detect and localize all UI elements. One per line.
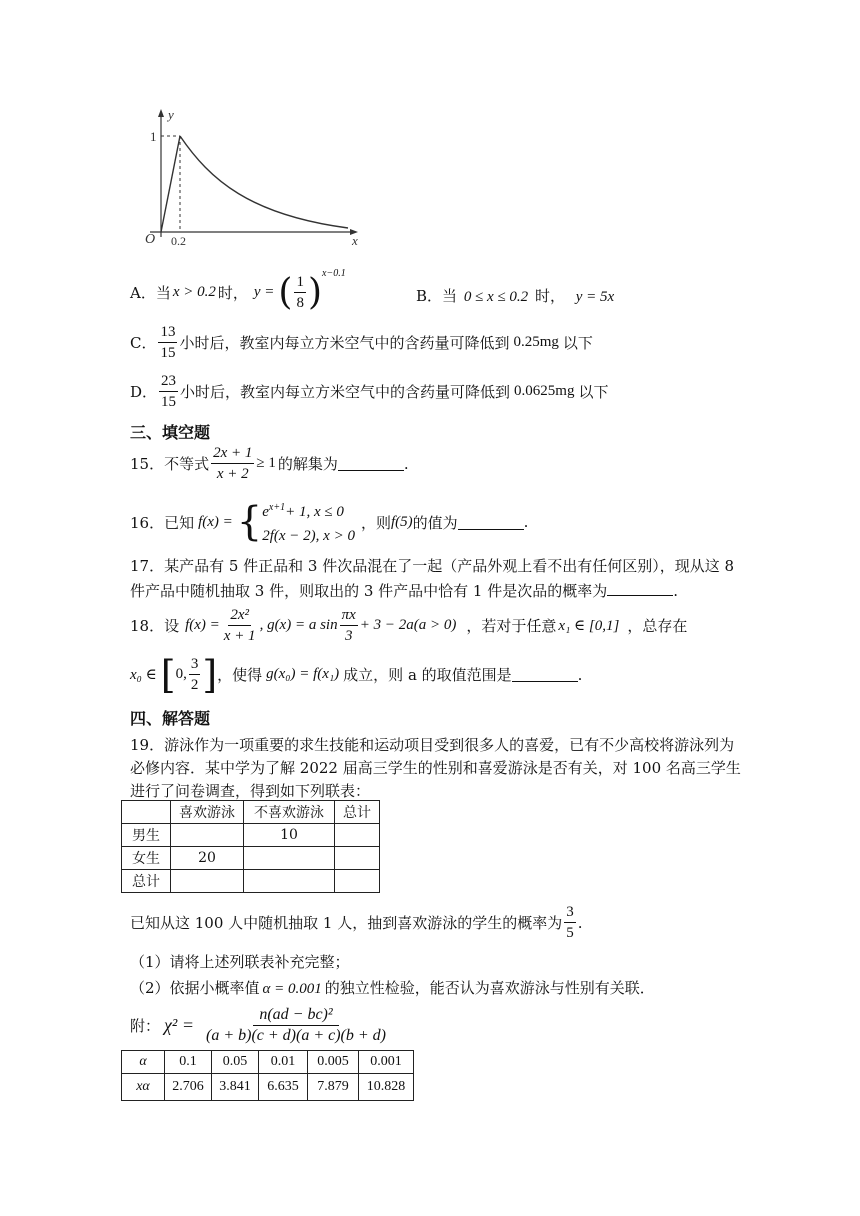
q18-interval-fraction: $\frac{3}{2}$: [190, 656, 199, 693]
table-cell: 20: [171, 847, 244, 870]
question-15: 15．不等式 $\frac{2x + 1}{x + 2}$ ≥ 1 的解集为 .: [130, 445, 409, 482]
question-18-line-1: 18．设 f(x) = $\frac{\text{2x²}}{x + 1}$ , g(x) = a sin $\frac{\pi x}{3}$ + 3 − 2a(a > 0) ，若对于任意 x₁ ∈ [0,1] ，总存在: [130, 607, 688, 644]
critical-value-table: [121, 1050, 414, 1101]
q19-known-fraction: $\frac{3}{5}$: [566, 904, 574, 941]
table-cell[interactable]: [244, 870, 335, 893]
q19-paragraph-2: 必修内容．某中学为了解 2022 届高三学生的性别和喜爱游泳是否有关，对 100 名高三学生: [130, 759, 741, 777]
q18-g-fraction: $\frac{\pi x}{3}$: [341, 607, 356, 644]
table-cell: 0.001: [359, 1051, 414, 1074]
question-18-line-2: x₀ ∈ [ 0, $\frac{3}{2}$ ] ，使得 g(x₀) = f(x₁) 成立，则 a 的取值范围是 .: [130, 652, 583, 697]
option-a-cond: x > 0.2: [172, 284, 216, 300]
option-a: A．当 x > 0.2 时， y = ( $\frac{1}{8}$ ) x−0.1: [130, 268, 346, 313]
q19-paragraph-1: 19．游泳作为一项重要的求生技能和运动项目受到很多人的喜爱，已有不少高校将游泳列为: [130, 736, 735, 754]
table-cell: 0.005: [308, 1051, 359, 1074]
table-header-row: [122, 801, 380, 824]
option-a-exponent: x−0.1: [322, 268, 346, 279]
table-row: [122, 824, 380, 847]
rising-segment: [161, 136, 180, 232]
table-cell: 6.635: [259, 1074, 308, 1101]
origin-label: O: [145, 232, 156, 247]
table-cell: 10: [244, 824, 335, 847]
q19-sub-2: （2）依据小概率值 α = 0.001 的独立性检验，能否认为喜欢游泳与性别有关联．: [130, 979, 655, 997]
table-cell: 女生: [122, 847, 171, 870]
table-header-cell: 总计: [335, 801, 380, 824]
table-cell: 男生: [122, 824, 171, 847]
section-4-title: 四、解答题: [130, 709, 211, 728]
table-cell: 0.1: [165, 1051, 212, 1074]
question-16: 16．已知 f(x) = { $e^{x+1}+ 1$, x ≤ 0 2f(x − 2), x > 0 ，则 f(5) 的值为 .: [130, 496, 528, 548]
chi-square-formula: 附： χ² = $\frac{\text{n(ad − bc)²}}{(a + b)(c + d)(a + c)(b + d)}$: [130, 1005, 394, 1046]
table-cell: α: [122, 1051, 165, 1074]
y-tick-label: 1: [150, 129, 157, 144]
q16-answer-blank[interactable]: [458, 515, 524, 530]
q16-cases: [262, 496, 355, 548]
option-c-fraction: $\frac{13}{15}$: [160, 324, 176, 361]
table-header-cell: 不喜欢游泳: [244, 801, 335, 824]
question-17-line-2: 件产品中随机抽取 3 件，则取出的 3 件产品中恰有 1 件是次品的概率为 .: [130, 582, 679, 600]
table-row: [122, 1074, 414, 1101]
q16-case-2: 2f(x − 2), x > 0: [262, 528, 355, 544]
table-cell: 10.828: [359, 1074, 414, 1101]
chi-square-fraction: $\frac{\text{n(ad − bc)²}}{(a + b)(c + d)(a + c)(b + d)}$: [205, 1006, 386, 1044]
q19-known-probability: 已知从这 100 人中随机抽取 1 人，抽到喜欢游泳的学生的概率为 $\frac{3}{5}$ .: [130, 904, 583, 941]
table-header-cell: 喜欢游泳: [171, 801, 244, 824]
option-d: D． $\frac{23}{15}$ 小时后，教室内每立方米空气中的含药量可降低到 0.0625mg 以下: [130, 373, 609, 410]
option-b-cond: 0 ≤ x ≤ 0.2: [463, 289, 529, 305]
q15-fraction: $\frac{2x + 1}{x + 2}$: [213, 445, 253, 482]
table-row: [122, 1051, 414, 1074]
y-axis-label: y: [168, 107, 174, 122]
q18-answer-blank[interactable]: [512, 667, 578, 682]
option-a-base: $\frac{1}{8}$: [296, 274, 304, 311]
q17-answer-blank[interactable]: [607, 581, 673, 596]
table-cell: 7.879: [308, 1074, 359, 1101]
q19-sub-1: （1）请将上述列联表补充完整；: [130, 953, 350, 971]
table-cell: 3.841: [212, 1074, 259, 1101]
option-d-fraction: $\frac{23}{15}$: [161, 373, 177, 410]
table-cell[interactable]: [244, 847, 335, 870]
table-cell[interactable]: [335, 870, 380, 893]
decay-curve: [180, 136, 348, 228]
section-3-title: 三、填空题: [130, 423, 211, 442]
question-17-line-1: 17．某产品有 5 件正品和 3 件次品混在了一起（产品外观上看不出有任何区别），现从这 8: [130, 557, 735, 575]
x-tick-label: 0.2: [171, 234, 186, 248]
q16-case-1: $e^{x+1}+ 1$, x ≤ 0: [262, 502, 344, 520]
decay-graph: [130, 105, 370, 250]
option-c: C． $\frac{13}{15}$ 小时后，教室内每立方米空气中的含药量可降低到 0.25mg 以下: [130, 324, 593, 361]
q19-paragraph-3: 进行了问卷调查，得到如下列联表：: [130, 782, 371, 800]
table-row: [122, 847, 380, 870]
table-cell[interactable]: [335, 847, 380, 870]
table-row: [122, 870, 380, 893]
option-d-value: 0.0625mg: [514, 383, 575, 399]
table-header-cell: [122, 801, 171, 824]
option-a-paren: (: [278, 271, 293, 313]
table-cell: 总计: [122, 870, 171, 893]
q15-answer-blank[interactable]: [338, 456, 404, 471]
option-b-formula: y = 5x: [575, 289, 615, 305]
table-cell[interactable]: [171, 870, 244, 893]
table-cell[interactable]: [335, 824, 380, 847]
y-axis-arrow: [158, 109, 164, 117]
table-cell: 0.05: [212, 1051, 259, 1074]
table-cell: 2.706: [165, 1074, 212, 1101]
table-cell: xα: [122, 1074, 165, 1101]
option-b: B．当 0 ≤ x ≤ 0.2 时， y = 5x: [416, 287, 615, 305]
q16-brace: {: [236, 499, 263, 545]
q18-f-fraction: $\frac{\text{2x²}}{x + 1}$: [223, 607, 256, 644]
table-cell[interactable]: [171, 824, 244, 847]
x-axis-label: x: [352, 233, 358, 248]
table-cell: 0.01: [259, 1051, 308, 1074]
contingency-table: [121, 800, 380, 893]
option-c-value: 0.25mg: [513, 334, 559, 350]
